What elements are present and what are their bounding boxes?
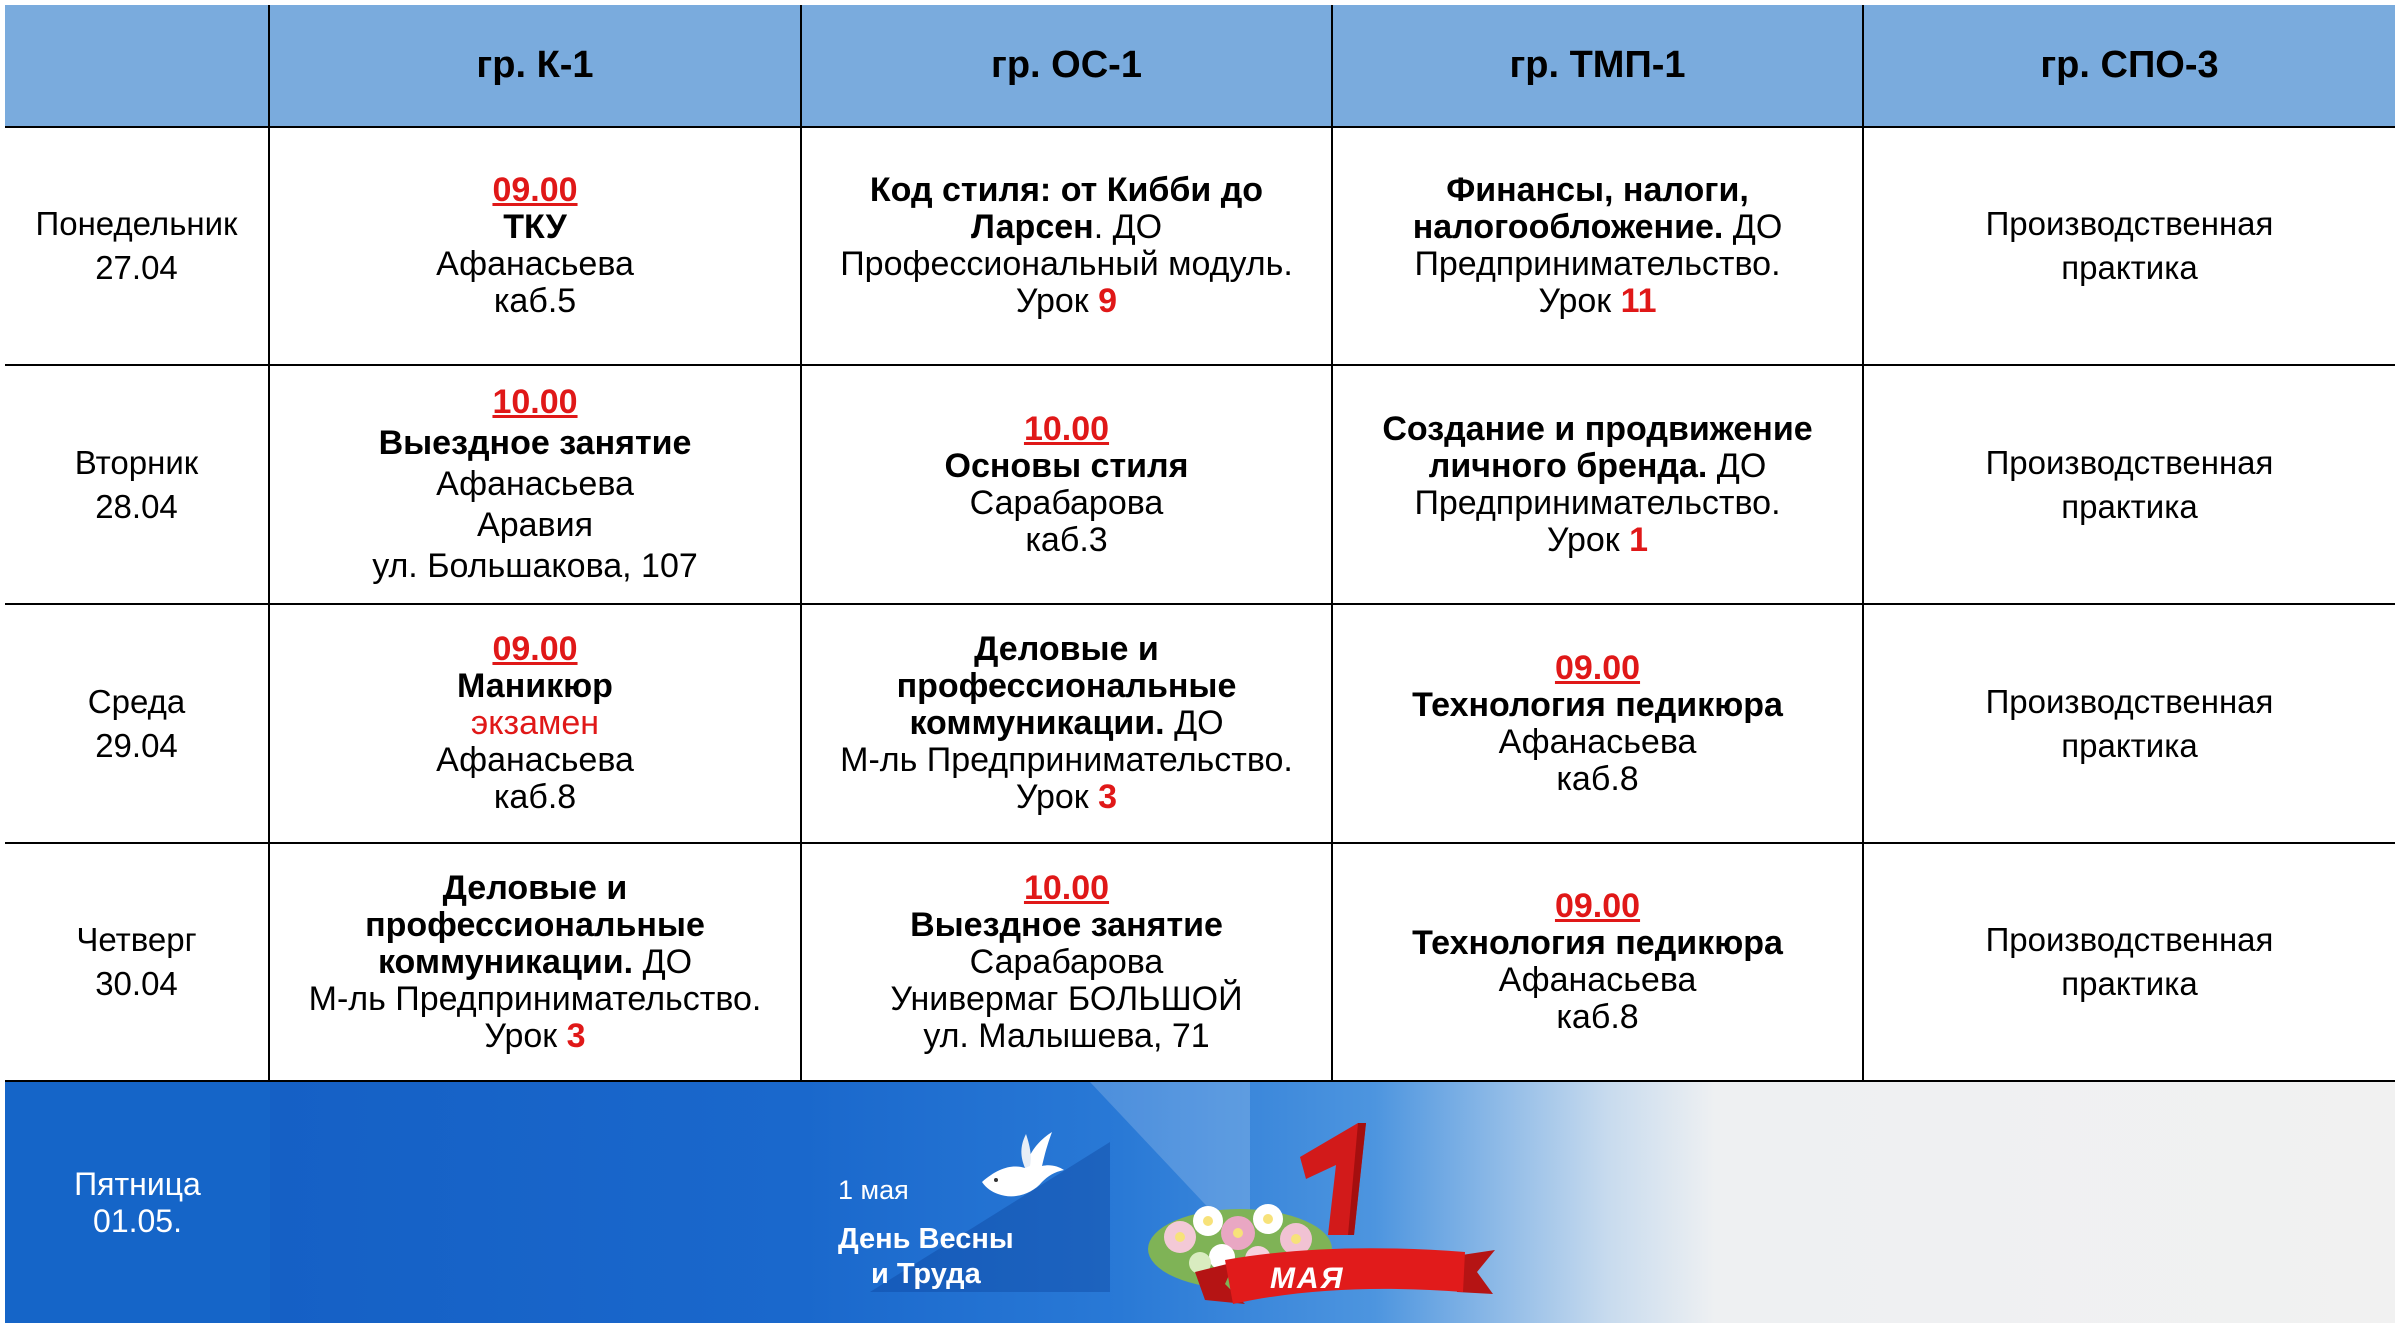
day-date: 27.04 [95, 249, 178, 286]
lesson-format: ДО [633, 942, 693, 981]
holiday-banner [270, 1082, 2395, 1323]
lesson-time: 10.00 [1023, 409, 1110, 448]
lesson-room: каб.8 [1556, 998, 1639, 1036]
lesson-place: Аравия [477, 506, 593, 544]
practice-line2: практика [2061, 249, 2198, 286]
day-date: 28.04 [95, 487, 178, 525]
day-thursday [5, 844, 270, 1082]
lesson-subject: профессиональные [365, 905, 705, 944]
lesson-format: ДО [1164, 704, 1224, 742]
day-tuesday [5, 366, 270, 605]
lesson-teacher: Сарабарова [969, 483, 1164, 522]
lesson-place: Универмаг БОЛЬШОЙ [890, 979, 1243, 1018]
header-group-k1: гр. К-1 [270, 5, 802, 128]
lesson-subject: личного бренда. [1428, 446, 1708, 485]
header-group-spo3: гр. СПО-3 [1864, 5, 2395, 128]
lesson-subject: Финансы, налоги, [1446, 171, 1749, 209]
lesson-number: 1 [1629, 520, 1649, 559]
lesson-subject: Деловые и [974, 630, 1159, 668]
lesson-subject: Технология педикюра [1412, 685, 1783, 724]
lesson-tue-k1 [270, 366, 802, 605]
lesson-time: 10.00 [1023, 868, 1110, 907]
lesson-format: ДО [1723, 208, 1783, 246]
lesson-mon-spo3 [1864, 128, 2395, 366]
lesson-subject: Код стиля: от Кибби до [869, 171, 1264, 209]
lesson-module: Предпринимательство. [1414, 245, 1781, 283]
lesson-time: 09.00 [1554, 887, 1641, 925]
day-monday [5, 128, 270, 366]
lesson-thu-tmp1 [1333, 844, 1864, 1082]
lesson-number: 3 [1098, 778, 1118, 816]
ribbon-icon [1195, 1242, 1495, 1322]
lesson-mon-tmp1 [1333, 128, 1864, 366]
day-wednesday [5, 605, 270, 844]
schedule-table [5, 5, 2395, 1323]
lesson-label: Урок [1538, 282, 1612, 320]
lesson-subject: Выездное занятие [910, 905, 1223, 944]
day-name: Среда [87, 682, 186, 720]
lesson-subject: налогообложение. [1412, 208, 1724, 246]
day-friday [5, 1082, 270, 1323]
lesson-module: М-ль Предпринимательство. [308, 979, 762, 1018]
lesson-module: Предпринимательство. [1414, 483, 1781, 522]
ribbon-text: МАЯ [1270, 1262, 1345, 1295]
lesson-subject: Ларсен [970, 208, 1094, 246]
lesson-label: Урок [484, 1016, 558, 1055]
lesson-teacher: Афанасьева [436, 245, 634, 283]
day-date: 29.04 [95, 726, 178, 764]
lesson-room: каб.3 [1025, 520, 1108, 559]
practice-line2: практика [2061, 726, 2198, 764]
practice-line1: Производственная [1985, 921, 2274, 958]
day-date: 30.04 [95, 965, 178, 1002]
header-group-tmp1: гр. ТМП-1 [1333, 5, 1864, 128]
lesson-note: экзамен [470, 704, 600, 742]
lesson-subject: Деловые и [442, 868, 628, 907]
lesson-wed-spo3 [1864, 605, 2395, 844]
lesson-address: ул. Малышева, 71 [923, 1016, 1210, 1055]
lesson-wed-os1 [802, 605, 1333, 844]
lesson-number: 9 [1098, 282, 1118, 320]
lesson-subject: профессиональные [896, 667, 1237, 705]
lesson-subject: коммуникации. [377, 942, 634, 981]
lesson-format: ДО [1707, 446, 1767, 485]
lesson-mon-os1 [802, 128, 1333, 366]
practice-line2: практика [2061, 487, 2198, 525]
lesson-number: 3 [566, 1016, 586, 1055]
practice-line1: Производственная [1985, 682, 2274, 720]
lesson-number: 11 [1620, 282, 1657, 320]
lesson-format: . ДО [1093, 208, 1163, 246]
lesson-time: 10.00 [492, 383, 578, 421]
lesson-room: каб.8 [1556, 759, 1639, 798]
lesson-thu-spo3 [1864, 844, 2395, 1082]
lesson-teacher: Афанасьева [436, 465, 634, 503]
day-name: Четверг [76, 921, 197, 958]
lesson-tue-tmp1 [1333, 366, 1864, 605]
lesson-thu-k1 [270, 844, 802, 1082]
lesson-label: Урок [1015, 778, 1089, 816]
lesson-subject: Маникюр [457, 667, 613, 705]
lesson-time: 09.00 [1554, 648, 1641, 687]
lesson-address: ул. Большакова, 107 [372, 547, 698, 585]
lesson-module: М-ль Предпринимательство. [840, 741, 1293, 779]
day-date: 01.05. [93, 1202, 182, 1239]
lesson-subject: Создание и продвижение [1382, 409, 1813, 448]
banner-title: День Весны и Труда [838, 1223, 1014, 1290]
lesson-module: Профессиональный модуль. [840, 245, 1293, 283]
header-group-os1: гр. ОС-1 [802, 5, 1333, 128]
lesson-subject: Технология педикюра [1412, 924, 1783, 962]
lesson-mon-k1 [270, 128, 802, 366]
day-name: Пятница [74, 1165, 201, 1202]
lesson-tue-spo3 [1864, 366, 2395, 605]
practice-line1: Производственная [1985, 443, 2274, 481]
banner-subtitle: 1 мая [838, 1175, 909, 1205]
lesson-teacher: Афанасьева [436, 741, 634, 779]
lesson-thu-os1 [802, 844, 1333, 1082]
lesson-wed-tmp1 [1333, 605, 1864, 844]
lesson-subject: коммуникации. [909, 704, 1165, 742]
lesson-teacher: Афанасьева [1498, 961, 1697, 999]
lesson-label: Урок [1015, 282, 1089, 320]
lesson-subject: Основы стиля [944, 446, 1189, 485]
lesson-time: 09.00 [492, 171, 578, 209]
lesson-room: каб.5 [493, 282, 577, 320]
lesson-subject: ТКУ [503, 208, 567, 246]
lesson-subject: Выездное занятие [378, 424, 692, 462]
practice-line2: практика [2061, 965, 2198, 1002]
lesson-wed-k1 [270, 605, 802, 844]
practice-line1: Производственная [1985, 205, 2274, 242]
lesson-tue-os1 [802, 366, 1333, 605]
dove-icon [970, 1120, 1070, 1220]
lesson-room: каб.8 [493, 778, 577, 816]
lesson-label: Урок [1546, 520, 1620, 559]
lesson-teacher: Афанасьева [1498, 722, 1697, 761]
lesson-teacher: Сарабарова [969, 942, 1164, 981]
day-name: Понедельник [35, 205, 238, 242]
lesson-time: 09.00 [492, 630, 578, 668]
header-corner [5, 5, 270, 128]
day-name: Вторник [74, 443, 199, 481]
